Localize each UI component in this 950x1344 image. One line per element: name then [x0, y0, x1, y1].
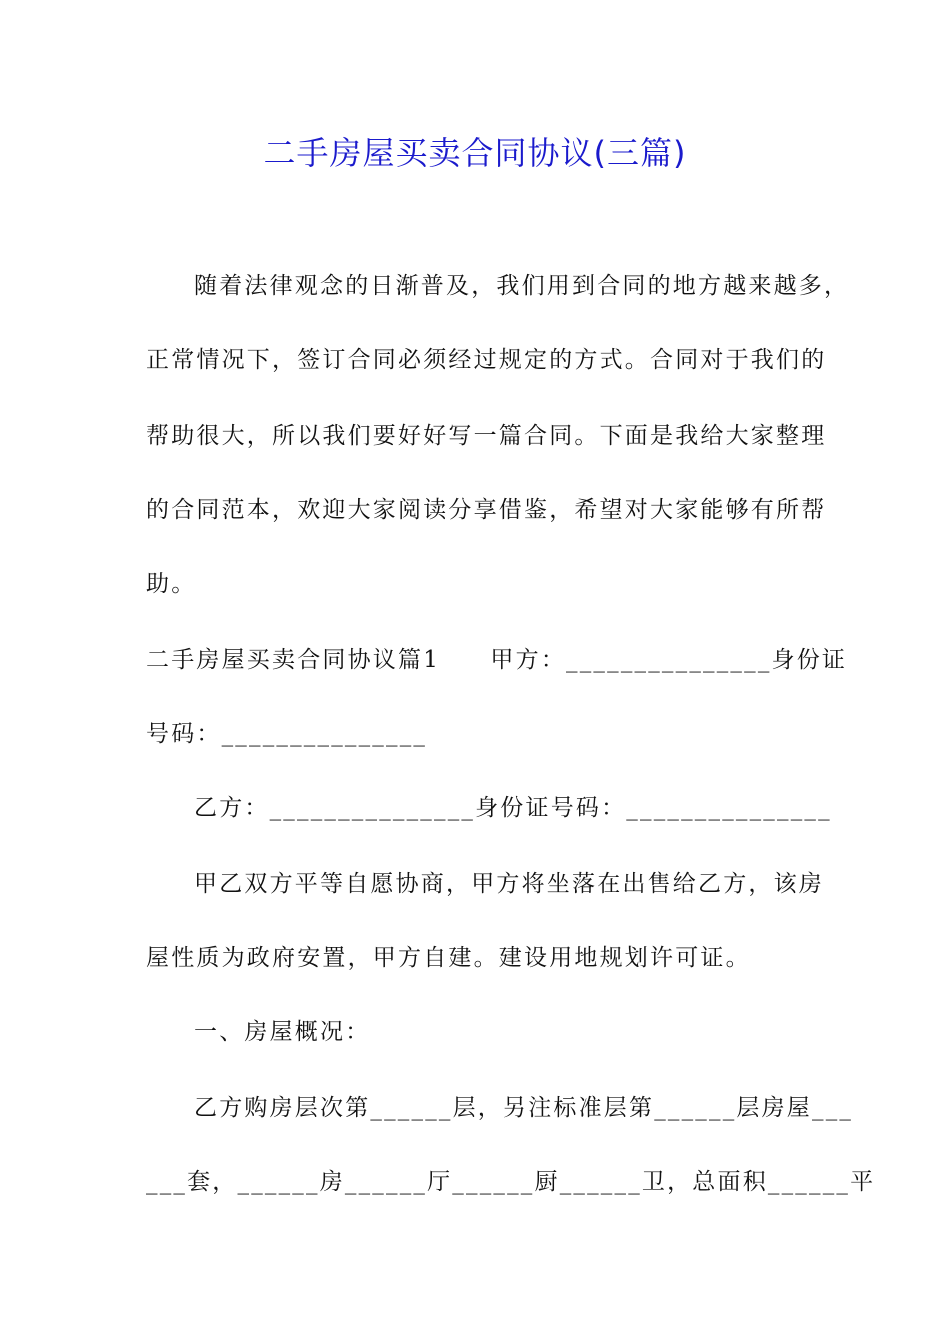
paragraph-line: 随着法律观念的日渐普及，我们用到合同的地方越来越多，: [194, 273, 850, 299]
paragraph-line: ___套，______房______厅______厨______卫，总面积______平: [146, 1169, 876, 1195]
section-heading-line: 二手房屋买卖合同协议篇1 甲方：_______________身份证: [146, 647, 848, 673]
paragraph-line: 乙方购房层次第______层，另注标准层第______层房屋___: [194, 1095, 854, 1121]
paragraph-line: 屋性质为政府安置，甲方自建。建设用地规划许可证。: [146, 945, 751, 971]
paragraph-line: 的合同范本，欢迎大家阅读分享借鉴，希望对大家能够有所帮: [146, 497, 827, 523]
paragraph-line: 正常情况下，签订合同必须经过规定的方式。合同对于我们的: [146, 347, 827, 373]
paragraph-line: 助。: [146, 571, 197, 597]
clause-heading: 一、房屋概况：: [194, 1019, 371, 1045]
paragraph-line: 甲乙双方平等自愿协商，甲方将坐落在出售给乙方，该房: [194, 871, 824, 897]
paragraph-line: 帮助很大，所以我们要好好写一篇合同。下面是我给大家整理: [146, 423, 827, 449]
paragraph-line: 乙方：_______________身份证号码：_______________: [194, 795, 832, 821]
document-title: 二手房屋买卖合同协议(三篇): [263, 134, 687, 172]
paragraph-line: 号码：_______________: [146, 721, 428, 747]
